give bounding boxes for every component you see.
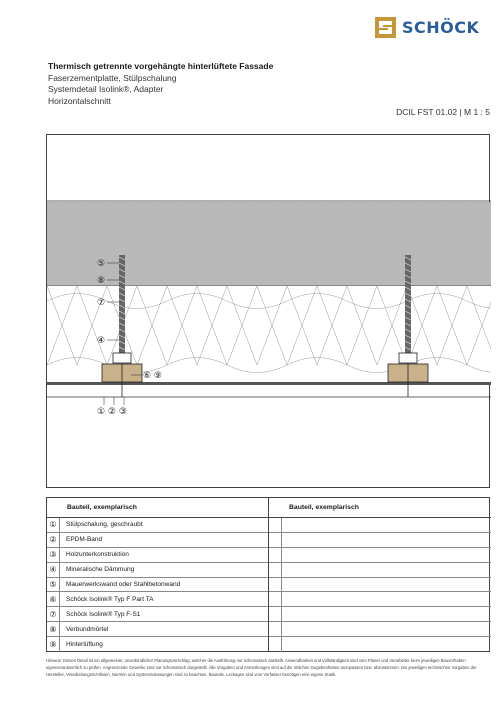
subtitle-system: Systemdetail Isolink®, Adapter [48,84,164,94]
callout-6-9: ⑥ ⑨ [143,371,162,381]
table-row [47,592,268,607]
row-number-empty [269,563,282,577]
row-label: Schöck Isolink® Typ F Part TA [66,595,154,603]
table-row-empty [269,533,491,548]
table-row-empty [269,548,491,563]
disclaimer-note: Hinweis: Dieses Detail ist ein allgemeiner, unverbindlicher Planungsvorschlag, welcher die Ausführung nur schematisch darstellt. Anwendbarkeit und Vollständigkeit sind vom Planer und Verarbeiter beim jeweiligen Bauvorhaben eigenverantwortlich zu prüfen. Angrenzende Gewerke sind nur schematisch dargestellt. Alle Vorgaben und Anmerkungen sind auf die örtlichen Gegebenheiten anzupassen bzw. abzustimmen. Die jeweiligen technischen Vorgaben der Hersteller, Verarbeitungsrichtlinien, Normen und Systemzulassungen sind zu beachten. Bauteile, Leckagen sind vom Verfasser benötigen eine eigene Statik. [46,658,477,678]
row-number-empty [269,548,282,562]
row-label: Mineralische Dämmung [66,566,135,574]
row-number: ① [47,518,60,532]
section-drawing [47,135,491,489]
row-label: Verbundmörtel [66,625,109,633]
row-number-empty [269,518,282,532]
subtitle-material: Faserzementplatte, Stülpschalung [48,72,177,83]
row-label: Schöck Isolink® Typ F-S1 [66,610,141,618]
table-row [47,578,268,593]
table-row-empty [269,592,491,607]
table-row [47,548,268,563]
technical-drawing [46,134,490,488]
row-number: ⑨ [47,637,60,652]
subtitle-section: Horizontalschnitt [48,95,111,106]
right-column-header: Bauteil, exemplarisch [269,498,491,518]
masonry-wall [47,202,491,286]
row-number-empty [269,578,282,592]
component-table [46,497,490,652]
table-row-empty [269,607,491,622]
row-number-empty [269,592,282,606]
row-number-empty [269,622,282,636]
row-number: ⑧ [47,622,60,636]
callout-1-2-3: ① ② ③ [97,407,127,417]
callout-4: ④ [97,336,106,346]
drawing-number: DCIL FST 01.02 | M 1 : 5 [396,107,490,117]
table-row [47,622,268,637]
row-number-empty [269,607,282,621]
row-label: Holzunterkonstruktion [66,551,129,559]
table-row [47,637,268,652]
brand-name: SCHÖCK [402,18,480,37]
row-number: ⑦ [47,607,60,621]
cladding-board [47,382,491,385]
callout-7: ⑦ [97,298,106,308]
component-column-left [47,498,269,651]
table-row-empty [269,518,491,533]
table-row-empty [269,563,491,578]
table-row-empty [269,637,491,652]
row-number: ⑥ [47,592,60,606]
document-header [48,61,490,117]
document-title: Thermisch getrennte vorgehängte hinterlüftete Fassade [48,61,274,71]
row-number: ④ [47,563,60,577]
row-number: ③ [47,548,60,562]
callout-8: ⑧ [97,276,106,286]
table-row [47,563,268,578]
row-label: Mauerwerkswand oder Stahlbetonwand [66,581,181,588]
schoeck-logo-icon [375,17,396,38]
row-label: Hinterlüftung [66,641,103,649]
row-label: Stülpschalung, geschraubt [66,521,143,529]
table-row [47,533,268,548]
brand-logo [375,17,479,38]
row-number-empty [269,533,282,547]
component-column-right [269,498,491,652]
row-number-empty [269,637,282,652]
callout-5: ⑤ [97,259,106,269]
row-number: ② [47,533,60,547]
left-column-header: Bauteil, exemplarisch [47,498,268,518]
table-row-empty [269,578,491,593]
table-row-empty [269,622,491,637]
row-label: EPDM-Band [66,536,103,544]
row-number: ⑤ [47,578,60,592]
table-row [47,518,268,533]
table-row [47,607,268,622]
